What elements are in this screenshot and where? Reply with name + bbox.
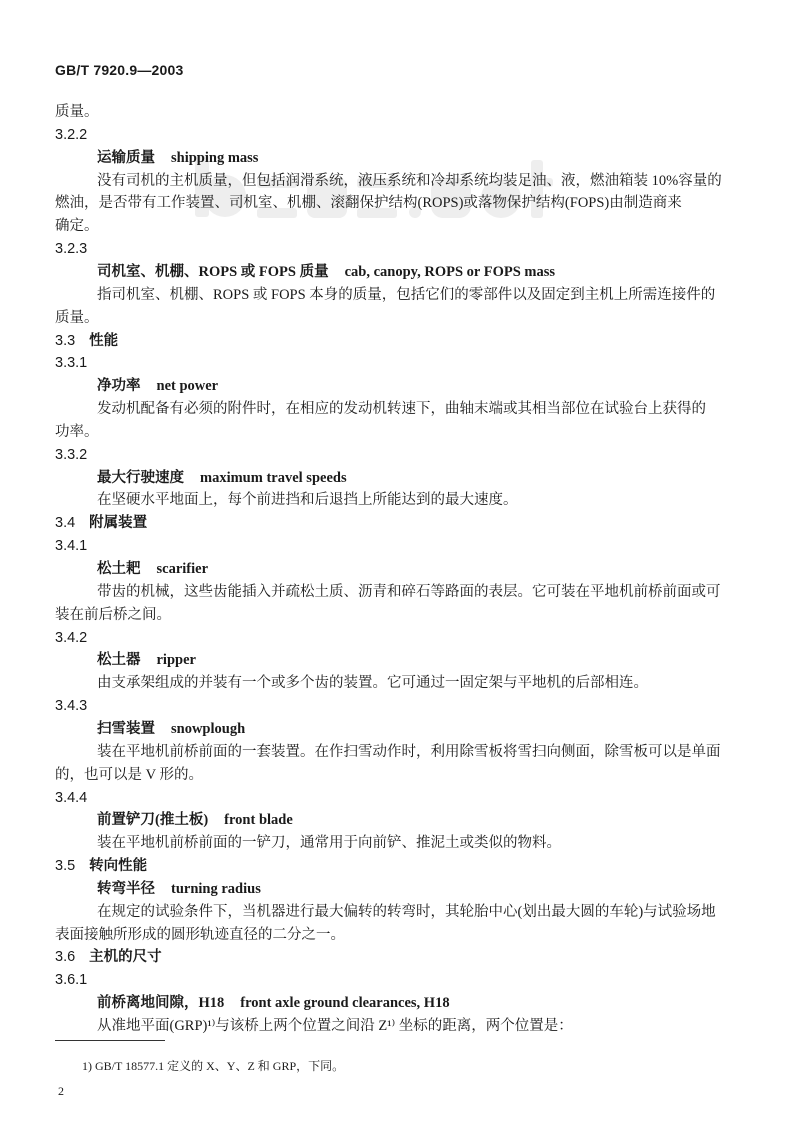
section-title: 转向性能 <box>89 858 148 875</box>
paragraph-line: 在规定的试验条件下，当机器进行最大偏转的转弯时，其轮胎中心(划出最大圆的车轮)与试验场地 <box>97 903 716 920</box>
term-definition <box>97 879 261 899</box>
paragraph-line: 确定。 <box>55 218 99 235</box>
clause-number: 3.4.3 <box>55 698 88 715</box>
term-zh: 司机室、机棚、ROPS 或 FOPS 质量 <box>97 263 329 280</box>
term-en: scarifier <box>156 561 209 577</box>
clause-number: 3.4.2 <box>55 629 88 646</box>
term-zh: 扫雪装置 <box>97 720 155 737</box>
term-definition <box>97 148 258 168</box>
term-zh: 松土耙 <box>97 561 141 577</box>
clause-number: 3.3.1 <box>55 355 88 372</box>
term-en: ripper <box>156 652 196 669</box>
paragraph-line: 装在前后桥之间。 <box>55 606 171 623</box>
paragraph-line: 质量。 <box>55 309 99 326</box>
paragraph-line: 带齿的机械，这些齿能插入并疏松土质、沥青和碎石等路面的表层。它可装在平地机前桥前面或可 <box>97 583 721 600</box>
term-definition <box>97 468 347 488</box>
term-definition <box>97 719 245 739</box>
clause-number: 3.6.1 <box>55 972 88 989</box>
term-en: turning radius <box>171 880 261 897</box>
term-zh: 前置铲刀(推土板) <box>97 812 209 829</box>
paragraph-line: 的，也可以是 V 形的。 <box>55 766 203 783</box>
term-zh: 净功率 <box>97 378 141 395</box>
section-title: 主机的尺寸 <box>89 949 162 966</box>
section-heading <box>55 947 162 967</box>
section-title: 性能 <box>89 332 119 349</box>
paragraph-line: 指司机室、机棚、ROPS 或 FOPS 本身的质量，包括它们的零部件以及固定到主机上所需连接件的 <box>97 286 716 303</box>
section-number: 3.3 <box>55 332 76 349</box>
term-definition <box>97 262 555 282</box>
section-heading <box>55 331 118 351</box>
term-en: front axle ground clearances, H18 <box>240 995 450 1012</box>
page-number: 2 <box>58 1084 64 1098</box>
paragraph-line: 装在平地机前桥前面的一套装置。在作扫雪动作时，利用除雪板将雪扫向侧面，除雪板可以是单面 <box>97 743 721 760</box>
term-definition <box>97 559 208 579</box>
clause-number: 3.2.2 <box>55 126 88 143</box>
paragraph-line: 表面接触所形成的圆形轨迹直径的二分之一。 <box>55 926 345 943</box>
term-zh: 松土器 <box>97 652 141 669</box>
term-en: front blade <box>224 812 293 829</box>
footnote-rule <box>55 1040 165 1041</box>
term-definition <box>97 810 293 830</box>
section-number: 3.6 <box>55 949 76 966</box>
term-en: maximum travel speeds <box>200 469 347 486</box>
term-definition <box>97 993 450 1013</box>
term-en: shipping mass <box>171 149 259 166</box>
term-definition <box>97 376 218 396</box>
paragraph-line: 在坚硬水平地面上，每个前进挡和后退挡上所能达到的最大速度。 <box>97 492 518 509</box>
paragraph-line: 功率。 <box>55 423 99 440</box>
paragraph-line: 发动机配备有必须的附件时，在相应的发动机转速下，曲轴末端或其相当部位在试验台上获得的 <box>97 401 706 418</box>
term-en: cab, canopy, ROPS or FOPS mass <box>344 263 556 280</box>
clause-number: 3.2.3 <box>55 241 88 258</box>
paragraph-line: 从准地平面(GRP)¹⁾与该桥上两个位置之间沿 Z¹⁾ 坐标的距离，两个位置是： <box>97 1018 573 1034</box>
paragraph-line: 装在平地机前桥前面的一铲刀，通常用于向前铲、推泥土或类似的物料。 <box>97 835 561 852</box>
term-zh: 前桥离地间隙，H18 <box>97 995 225 1012</box>
section-heading <box>55 856 147 876</box>
clause-number: 3.3.2 <box>55 446 88 463</box>
document-header: GB/T 7920.9—2003 <box>55 62 184 78</box>
section-number: 3.5 <box>55 858 76 875</box>
clause-number: 3.4.1 <box>55 538 88 555</box>
clause-number: 3.4.4 <box>55 789 88 806</box>
term-en: snowplough <box>171 720 246 737</box>
term-definition <box>97 650 196 670</box>
section-title: 附属装置 <box>89 515 148 532</box>
term-en: net power <box>156 378 219 395</box>
term-zh: 转弯半径 <box>97 880 155 897</box>
footnote: 1) GB/T 18577.1 定义的 X、Y、Z 和 GRP，下同。 <box>82 1059 345 1073</box>
term-zh: 运输质量 <box>97 149 155 166</box>
paragraph-line: 没有司机的主机质量，但包括润滑系统，液压系统和冷却系统均装足油、液，燃油箱装 10%容量的 <box>97 172 722 189</box>
section-heading <box>55 513 147 533</box>
section-number: 3.4 <box>55 515 76 532</box>
paragraph-line: 质量。 <box>55 104 99 120</box>
term-zh: 最大行驶速度 <box>97 469 184 486</box>
paragraph-line: 由支承架组成的并装有一个或多个齿的装置。它可通过一固定架与平地机的后部相连。 <box>97 675 648 692</box>
paragraph-line: 燃油，是否带有工作装置、司机室、机棚、滚翻保护结构(ROPS)或落物保护结构(FOPS)由制造商来 <box>55 195 682 212</box>
